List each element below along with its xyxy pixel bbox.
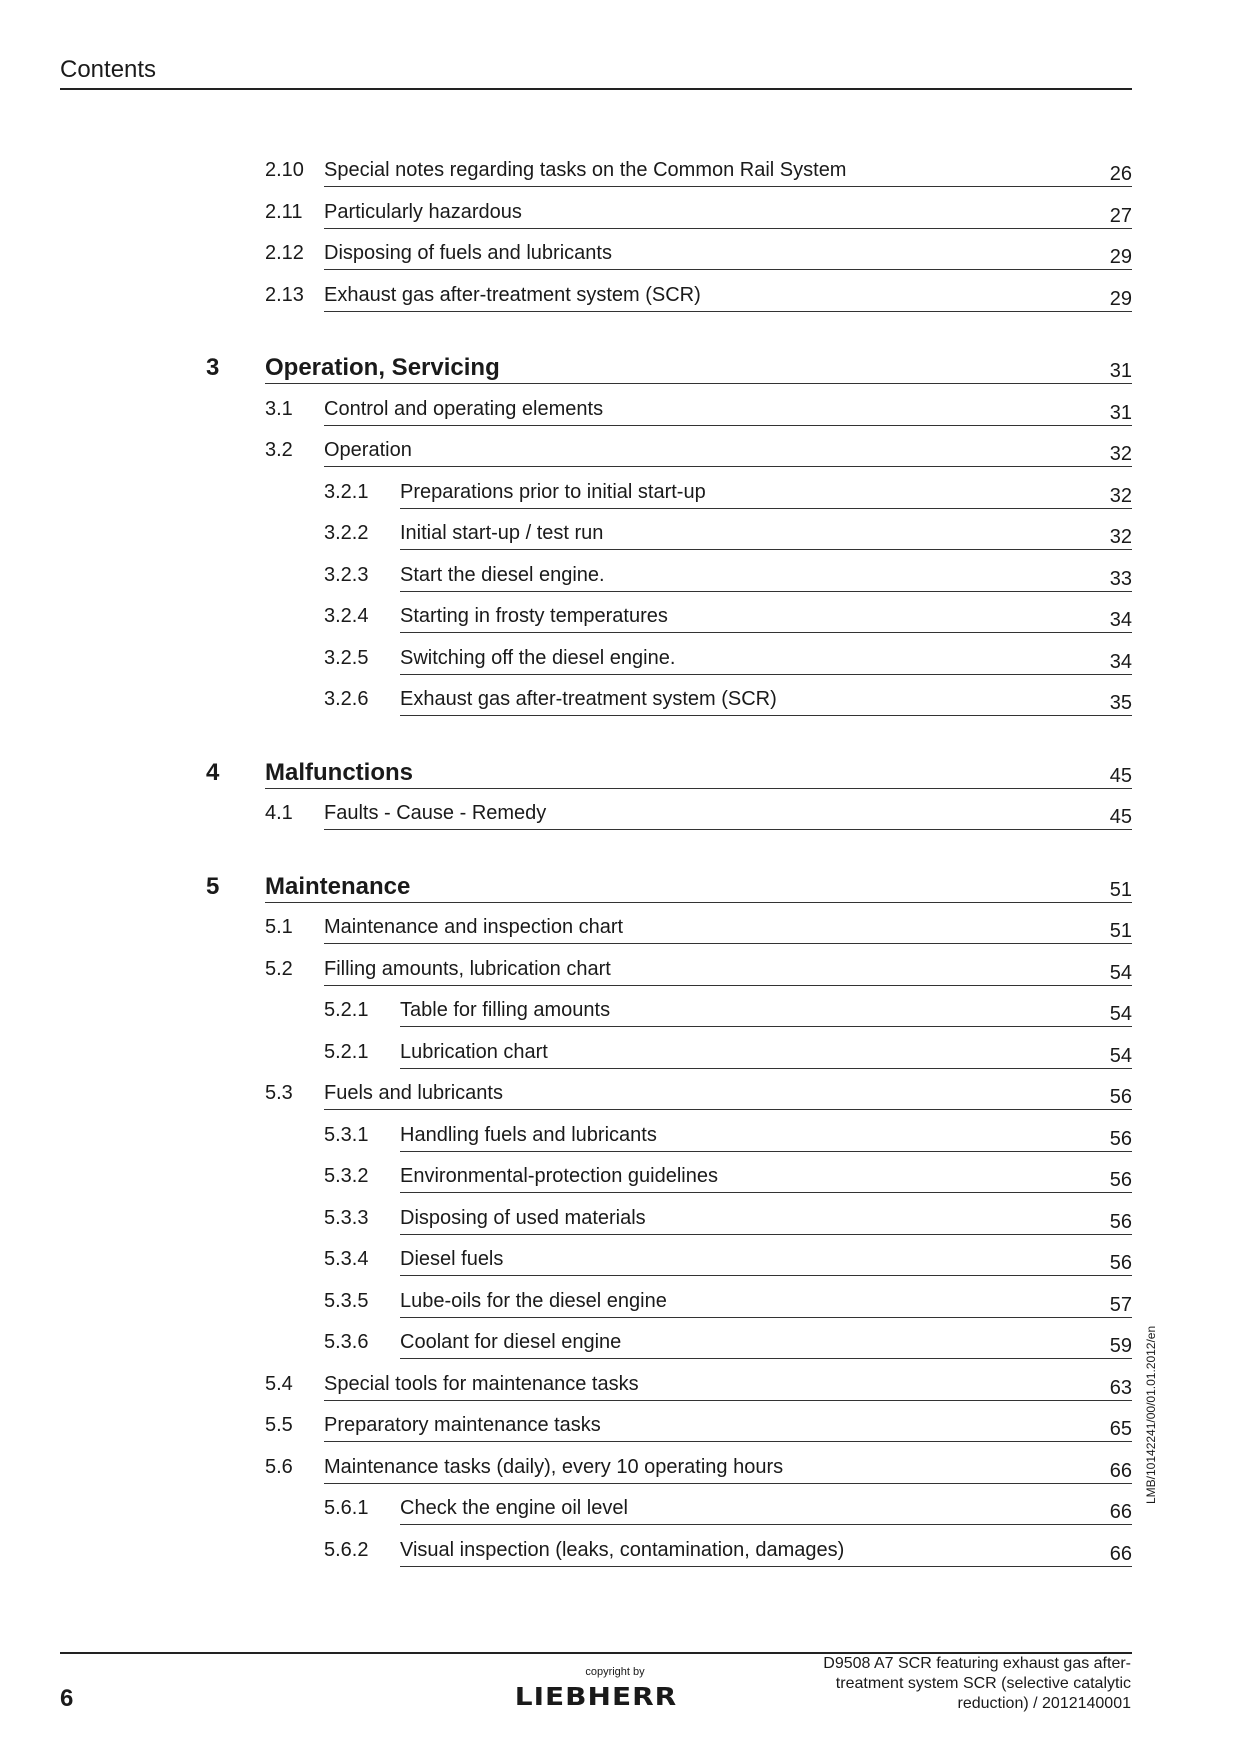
toc-entry-title: Start the diesel engine. — [400, 563, 605, 586]
toc-entry-underline — [324, 1400, 1132, 1401]
toc-entry-title: Exhaust gas after-treatment system (SCR) — [324, 283, 701, 306]
toc-entry-title: Maintenance tasks (daily), every 10 operating hours — [324, 1455, 784, 1478]
toc-entry-title: Fuels and lubricants — [324, 1082, 503, 1104]
toc-entry-underline — [324, 1441, 1132, 1442]
toc-entry[interactable] — [0, 914, 1132, 944]
toc-entry-page: 66 — [1109, 1542, 1132, 1565]
toc-entry-number: 5.3.6 — [324, 1331, 369, 1353]
toc-entry-page: 51 — [1109, 920, 1132, 942]
toc-entry[interactable] — [0, 157, 1132, 187]
toc-entry-title: Malfunctions — [265, 758, 413, 786]
toc-entry-title: Faults - Cause - Remedy — [324, 802, 547, 824]
toc-entry-page: 56 — [1109, 1252, 1132, 1274]
toc-entry[interactable] — [0, 800, 1132, 830]
toc-entry-title: Preparatory maintenance tasks — [324, 1414, 601, 1436]
toc-entry-page: 65 — [1109, 1418, 1132, 1440]
toc-entry-page: 27 — [1109, 204, 1132, 227]
document-title-line: D9508 A7 SCR featuring exhaust gas after- — [823, 1655, 1131, 1672]
document-code: LMB/10142241/00/01.01.2012/en — [1144, 1325, 1158, 1504]
toc-entry-page: 34 — [1109, 609, 1132, 631]
toc-entry-underline — [400, 1358, 1132, 1359]
toc-entry-title: Lube-oils for the diesel engine — [400, 1289, 667, 1312]
toc-entry-number: 5 — [206, 872, 220, 900]
toc-entry-number: 5.3.4 — [324, 1248, 369, 1270]
toc-entry-page: 56 — [1109, 1169, 1132, 1191]
toc-entry-underline — [400, 1317, 1132, 1318]
toc-entry-page: 31 — [1109, 360, 1132, 382]
toc-entry-number: 2.13 — [265, 283, 304, 306]
toc-entry-underline — [400, 1151, 1132, 1152]
toc-entry-page: 56 — [1109, 1210, 1132, 1233]
toc-entry-underline — [400, 674, 1132, 675]
toc-entry-page: 54 — [1109, 1044, 1132, 1067]
toc-entry[interactable] — [0, 603, 1132, 633]
toc-entry-title: Operation, Servicing — [265, 354, 500, 381]
toc-entry-page: 51 — [1109, 878, 1132, 901]
page-header-title: Contents — [60, 56, 157, 83]
toc-entry-page: 34 — [1109, 650, 1132, 673]
toc-entry[interactable] — [0, 1537, 1132, 1567]
toc-entry-underline — [400, 1524, 1132, 1525]
toc-entry[interactable] — [0, 1412, 1132, 1442]
toc-entry-page: 45 — [1109, 764, 1132, 787]
toc-entry[interactable] — [0, 562, 1132, 592]
toc-entry-number: 4.1 — [265, 802, 293, 824]
toc-entry-number: 3.2.3 — [324, 563, 369, 586]
toc-entry-title: Table for filling amounts — [400, 999, 611, 1021]
toc-entry[interactable] — [0, 1495, 1132, 1525]
toc-entry-title: Check the engine oil level — [400, 1497, 628, 1519]
toc-entry-title: Maintenance and inspection chart — [324, 916, 624, 938]
toc-entry-underline — [324, 829, 1132, 830]
toc-entry-number: 5.3.2 — [324, 1165, 369, 1187]
toc-entry[interactable] — [0, 1454, 1132, 1484]
toc-entry-page: 33 — [1109, 567, 1132, 590]
copyright-label: copyright by — [585, 1666, 645, 1678]
page-number: 6 — [60, 1685, 74, 1712]
toc-entry-underline — [324, 466, 1132, 467]
toc-entry-underline — [400, 549, 1132, 550]
toc-entry-title: Special tools for maintenance tasks — [324, 1372, 639, 1395]
toc-entry[interactable] — [0, 199, 1132, 229]
toc-entry-number: 5.3.1 — [324, 1123, 369, 1146]
toc-entry-number: 5.2 — [265, 957, 293, 980]
toc-entry-underline — [400, 1192, 1132, 1193]
toc-entry-page: 56 — [1109, 1127, 1132, 1150]
toc-entry-underline — [400, 1026, 1132, 1027]
toc-entry[interactable] — [0, 686, 1132, 716]
toc-entry-underline — [265, 902, 1132, 903]
toc-entry-underline — [400, 715, 1132, 716]
toc-entry-title: Initial start-up / test run — [400, 522, 604, 544]
toc-entry-number: 2.12 — [265, 242, 304, 264]
toc-entry[interactable] — [0, 437, 1132, 467]
toc-entry-number: 3.2.1 — [324, 480, 369, 503]
toc-entry-number: 2.11 — [265, 200, 303, 223]
toc-entry-page: 54 — [1109, 961, 1132, 984]
toc-entry[interactable] — [0, 520, 1132, 550]
toc-entry-underline — [324, 943, 1132, 944]
toc-entry[interactable] — [0, 1122, 1132, 1152]
toc-chapter[interactable] — [0, 873, 1132, 903]
toc-entry[interactable] — [0, 1039, 1132, 1069]
toc-entry[interactable] — [0, 240, 1132, 270]
toc-entry-title: Coolant for diesel engine — [400, 1331, 622, 1353]
toc-entry-page: 35 — [1109, 692, 1132, 714]
toc-entry-page: 54 — [1109, 1003, 1132, 1025]
toc-entry-number: 3.2.5 — [324, 646, 369, 669]
toc-entry[interactable] — [0, 956, 1132, 986]
toc-entry-page: 32 — [1109, 484, 1132, 507]
toc-entry-number: 3 — [206, 354, 220, 381]
toc-entry-title: Visual inspection (leaks, contamination, damages) — [400, 1538, 845, 1561]
toc-entry[interactable] — [0, 1246, 1132, 1276]
toc-entry-page: 66 — [1109, 1459, 1132, 1482]
toc-entry-page: 45 — [1109, 806, 1132, 828]
toc-entry-underline — [400, 508, 1132, 509]
toc-entry-number: 5.6 — [265, 1455, 293, 1478]
toc-entry-title: Operation — [324, 439, 412, 461]
toc-entry-number: 5.3 — [265, 1082, 293, 1104]
toc-entry-underline — [400, 591, 1132, 592]
toc-entry[interactable] — [0, 997, 1132, 1027]
toc-entry-title: Preparations prior to initial start-up — [400, 480, 706, 503]
toc-entry-number: 5.6.1 — [324, 1497, 369, 1519]
toc-entry-page: 66 — [1109, 1501, 1132, 1523]
toc-entry-page: 32 — [1109, 443, 1132, 465]
toc-entry-title: Handling fuels and lubricants — [400, 1123, 657, 1146]
toc-entry-underline — [400, 1566, 1132, 1567]
toc-entry-title: Switching off the diesel engine. — [400, 646, 676, 669]
toc-entry-number: 3.2.2 — [324, 522, 369, 544]
toc-entry-title: Environmental-protection guidelines — [400, 1165, 718, 1187]
toc-entry-underline — [324, 269, 1132, 270]
toc-entry-page: 32 — [1109, 526, 1132, 548]
toc-entry[interactable] — [0, 396, 1132, 426]
toc-entry-number: 4 — [206, 758, 220, 786]
toc-entry-page: 29 — [1109, 246, 1132, 268]
toc-entry-number: 5.2.1 — [324, 1040, 369, 1063]
toc-entry-title: Filling amounts, lubrication chart — [324, 957, 611, 980]
toc-entry-underline — [324, 186, 1132, 187]
toc-entry-number: 5.6.2 — [324, 1538, 369, 1561]
toc-entry-underline — [400, 1234, 1132, 1235]
toc-entry-underline — [324, 228, 1132, 229]
toc-entry-underline — [400, 632, 1132, 633]
toc-entry-title: Disposing of fuels and lubricants — [324, 242, 612, 264]
toc-entry[interactable] — [0, 282, 1132, 312]
toc-entry-number: 5.5 — [265, 1414, 293, 1436]
toc-entry-number: 3.2 — [265, 439, 293, 461]
toc-entry-number: 5.1 — [265, 916, 293, 938]
toc-entry-underline — [400, 1068, 1132, 1069]
toc-entry-underline — [265, 788, 1132, 789]
toc-entry-title: Exhaust gas after-treatment system (SCR) — [400, 688, 777, 710]
toc-entry[interactable] — [0, 1163, 1132, 1193]
toc-entry-number: 5.3.3 — [324, 1206, 369, 1229]
toc-entry-page: 29 — [1109, 287, 1132, 310]
brand-logo: LIEBHERR — [514, 1681, 678, 1712]
toc-entry-number: 3.1 — [265, 397, 293, 420]
toc-entry-page: 26 — [1109, 163, 1132, 185]
toc-entry[interactable] — [0, 1205, 1132, 1235]
toc-entry[interactable] — [0, 1080, 1132, 1110]
toc-entry[interactable] — [0, 1371, 1132, 1401]
toc-entry[interactable] — [0, 479, 1132, 509]
toc-entry-underline — [324, 311, 1132, 312]
toc-entry[interactable] — [0, 1329, 1132, 1359]
toc-entry[interactable] — [0, 645, 1132, 675]
toc-entry[interactable] — [0, 1288, 1132, 1318]
document-title-line: reduction) / 2012140001 — [957, 1695, 1131, 1712]
toc-entry-title: Diesel fuels — [400, 1248, 504, 1270]
toc-entry-page: 63 — [1109, 1376, 1132, 1399]
toc-entry-number: 5.2.1 — [324, 999, 369, 1021]
toc-entry-page: 56 — [1109, 1086, 1132, 1108]
toc-entry-page: 31 — [1109, 401, 1132, 424]
toc-entry-title: Maintenance — [265, 872, 411, 900]
toc-entry-page: 59 — [1109, 1335, 1132, 1357]
toc-entry-number: 3.2.4 — [324, 605, 369, 627]
toc-entry-underline — [324, 1483, 1132, 1484]
document-title — [771, 1654, 1131, 1714]
toc-entry-number: 3.2.6 — [324, 688, 369, 710]
toc-entry-title: Lubrication chart — [400, 1040, 548, 1063]
document-title-line: treatment system SCR (selective catalytic — [835, 1675, 1131, 1692]
toc-entry-underline — [400, 1275, 1132, 1276]
toc-entry-number: 2.10 — [265, 159, 304, 181]
toc-entry-page: 57 — [1109, 1293, 1132, 1316]
toc-entry-underline — [265, 383, 1132, 384]
toc-entry-title: Starting in frosty temperatures — [400, 605, 668, 627]
toc-entry-underline — [324, 1109, 1132, 1110]
toc-entry-underline — [324, 985, 1132, 986]
toc-entry-number: 5.3.5 — [324, 1289, 369, 1312]
toc-entry-title: Control and operating elements — [324, 397, 604, 420]
toc-entry-underline — [324, 425, 1132, 426]
toc-entry-number: 5.4 — [265, 1372, 293, 1395]
toc-chapter[interactable] — [0, 759, 1132, 789]
toc-chapter[interactable] — [0, 354, 1132, 384]
toc-entry-title: Particularly hazardous — [324, 200, 522, 223]
toc-entry-title: Disposing of used materials — [400, 1206, 646, 1229]
toc-entry-title: Special notes regarding tasks on the Common Rail System — [324, 159, 847, 181]
